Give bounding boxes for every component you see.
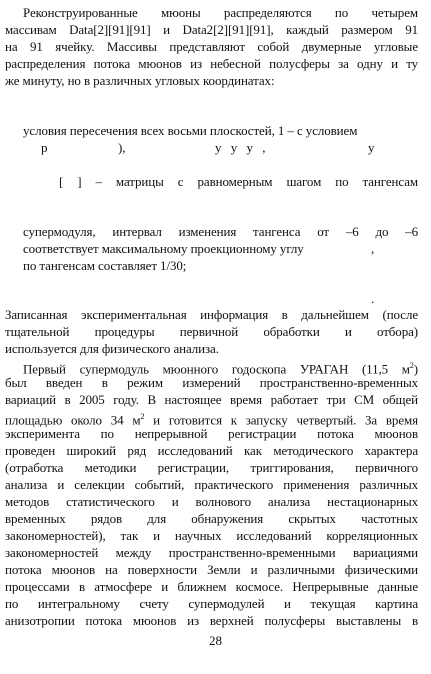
para3-line-10: временных рядов для обнаружения скрытых частотных (5, 511, 418, 526)
page-number: 28 (209, 633, 222, 648)
para1-line-1: Реконструированные мюоны распределяются по четырем (23, 5, 418, 20)
fragment-line-3: [ ] – матрицы с равномерным шагом по тангенсам (59, 174, 418, 189)
para2-line-3: используется для физического анализа. (5, 341, 219, 356)
fragment-line-2a: р (41, 140, 48, 155)
para3-line-4-text: площадью около 34 м (5, 412, 141, 428)
fragment-line-1: условия пересечения всех восьми плоскостей, 1 – с условием (23, 123, 358, 138)
para3-line-1-text: Первый супермодуль мюонного годоскопа УРАГАН (11,5 м (23, 361, 410, 377)
para1-line-5: же минуту, но в различных угловых координатах: (5, 73, 275, 88)
para3-line-6: проведен широкий ряд исследований как методического характера (5, 443, 418, 458)
para2-line-1: Записанная экспериментальная информация в дальнейшем (после (5, 307, 418, 322)
para3-line-5: эксперимента по непрерывной регистрации потока мюонов (5, 426, 418, 441)
para1-line-3: на 91 ячейку. Массивы представляют собой двумерные угловые (5, 39, 418, 54)
fragment-line-2b: ), (118, 140, 126, 155)
fragment-line-2c: у у у , (215, 140, 269, 155)
para1-line-2: массивам Data[2][91][91] и Data2[2][91][91], каждый размером 91 (5, 22, 418, 37)
para3-line-11: закономерностей), так и научных исследований корреляционных (5, 528, 418, 543)
para3-line-16: анизотропии потока мюонов из верхней полусферы выставлены в (5, 613, 418, 628)
superscript: 2 (140, 412, 145, 421)
para1-line-4: распределения потока мюонов из небесной полусферы за одну и ту (5, 56, 418, 71)
para3-line-2: был введен в режим измерений пространственно-временных (5, 375, 418, 390)
para3-line-8: анализа и селекции событий, практического применения различных (5, 477, 418, 492)
fragment-line-2d: у (368, 140, 375, 155)
para3-line-15: по интегральному счету супермодулей и текущая картина (5, 596, 418, 611)
para3-line-4-end: и готовится к запуску четвертый. За время (144, 412, 418, 428)
para3-line-13: потока мюонов на поверхности Земли и различными физическими (5, 562, 418, 577)
fragment-line-5a: соответствует максимальному проекционному углу (23, 241, 304, 256)
para3-line-12: закономерностей между пространственно-временными вариациями (5, 545, 418, 560)
para3-line-7: (отработка методики регистрации, триггирования, первичного (5, 460, 418, 475)
para3-line-1-end: ) (413, 361, 418, 377)
para2-line-2: тщательной процедуры первичной обработки и отбора) (5, 324, 418, 339)
para3-line-3: вариаций в 2005 году. В настоящее время работает три СМ общей (5, 392, 418, 407)
para3-line-14: процессами в атмосфере и ближнем космосе. Непрерывные данные (5, 579, 418, 594)
fragment-line-5b: , (371, 241, 375, 256)
fragment-line-6: по тангенсам составляет 1/30; (23, 258, 187, 273)
fragment-period: . (371, 291, 375, 306)
superscript: 2 (409, 361, 414, 370)
para3-line-9: методов статистического и волнового анализа нестационарных (5, 494, 418, 509)
fragment-line-4: супермодуля, интервал изменения тангенса от –6 до –6 (23, 224, 418, 239)
